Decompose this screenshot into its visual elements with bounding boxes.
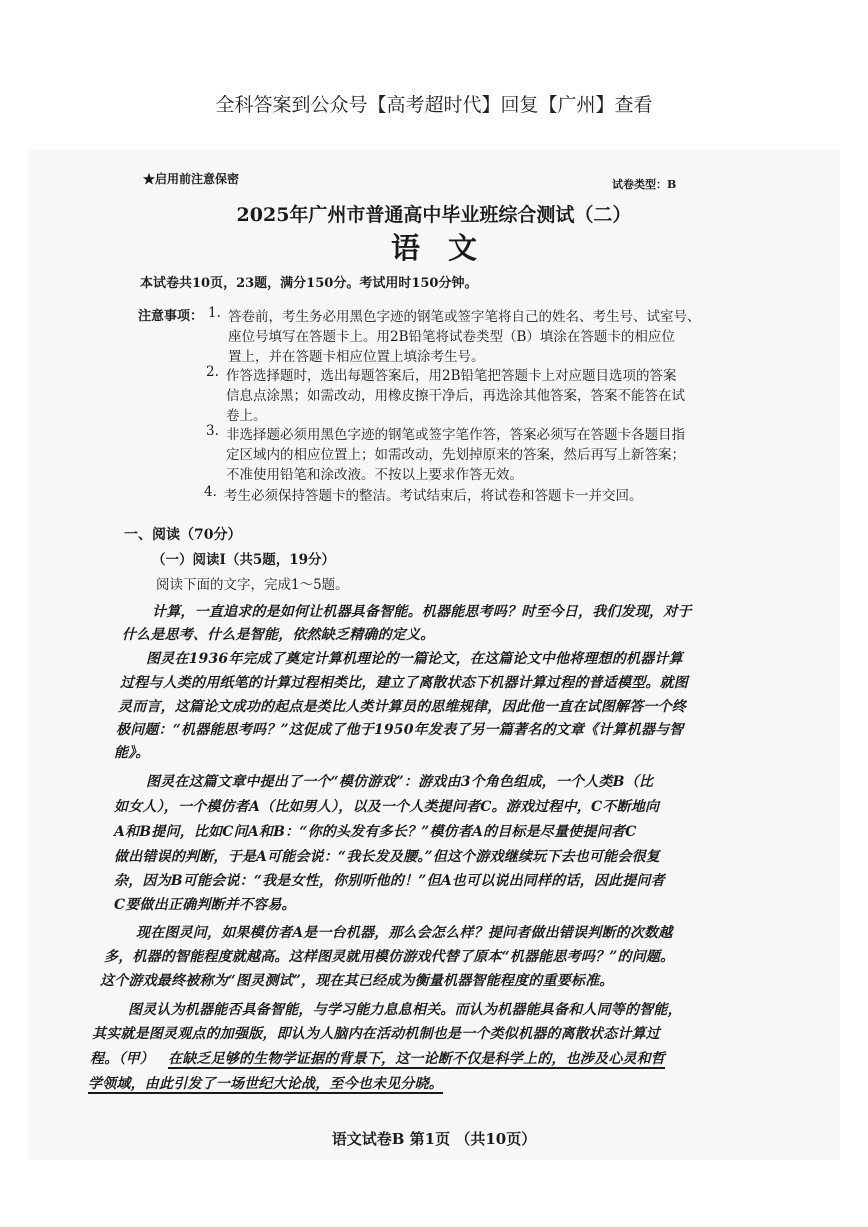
passage-line: 什么是思考、什么是智能，依然缺乏精确的定义。	[122, 627, 435, 643]
confidential-label: ★启用前注意保密	[143, 172, 240, 186]
passage-line: 能》。	[114, 745, 150, 761]
passage-line: C要做出正确判断并不容易。	[114, 897, 296, 913]
note-number: 2.	[206, 364, 219, 380]
passage-line: 图灵在1936年完成了奠定计算机理论的一篇论文，在这篇论文中他将理想的机器计算	[146, 651, 683, 667]
passage-line: 图灵在这篇文章中提出了一个“模仿游戏”：游戏由3个角色组成，一个人类B（比	[146, 774, 654, 790]
note-number: 3.	[206, 423, 219, 439]
paper-type-label: 试卷类型：B	[612, 178, 677, 191]
passage-line: A和B提问，比如C问A和B：“你的头发有多长？”模仿者A的目标是尽量使提问者C	[114, 824, 637, 840]
passage-line: 图灵认为机器能否具备智能，与学习能力息息相关。而认为机器能具备和人同等的智能，	[128, 1002, 682, 1018]
note-line: 考生必须保持答题卡的整洁。考试结束后，将试卷和答题卡一并交回。	[224, 488, 643, 504]
note-number: 1.	[208, 305, 221, 321]
note-line: 作答选择题时，选出每题答案后，用2B铅笔把答题卡上对应题目选项的答案	[226, 368, 677, 384]
note-line: 置上，并在答题卡相应位置上填涂考生号。	[228, 349, 485, 365]
exam-info: 本试卷共10页，23题，满分150分。考试用时150分钟。	[140, 276, 478, 291]
note-line: 非选择题必须用黑色字迹的钢笔或签字笔作答，答案必须写在答题卡各题目指	[226, 427, 685, 443]
passage-line: 做出错误的判断，于是A可能会说：“我长发及腰。”但这个游戏继续玩下去也可能会很复	[114, 849, 660, 865]
passage-line: 灵而言，这篇论文成功的起点是类比人类计算员的思维规律，因此他一直在试图解答一个终	[118, 699, 686, 715]
note-line: 不准使用铅笔和涂改液。不按以上要求作答无效。	[226, 467, 523, 483]
passage-line: 杂，因为B可能会说：“我是女性，你别听他的！”但A也可以说出同样的话，因此提问者	[114, 873, 665, 889]
underlined-sentence: 在缺乏足够的生物学证据的背景下，这一论断不仅是科学上的，也涉及心灵和哲	[168, 1051, 665, 1067]
passage-line: 如女人），一个模仿者A（比如男人），以及一个人类提问者C。游戏过程中，C不断地向	[114, 799, 660, 815]
section-heading: 一、阅读（70分）	[124, 527, 242, 543]
passage-line: 现在图灵问，如果模仿者A是一台机器，那么会怎么样？提问者做出错误判断的次数越	[136, 925, 673, 941]
note-line: 座位号填写在答题卡上。用2B铅笔将试卷类型（B）填涂在答题卡的相应位	[228, 329, 675, 345]
passage-line: 程。（甲）	[90, 1051, 154, 1067]
passage-line: 过程与人类的用纸笔的计算过程相类比，建立了离散状态下机器计算过程的普适模型。就图	[120, 675, 688, 691]
notes-label: 注意事项：	[138, 309, 204, 324]
exam-title: 2025年广州市普通高中毕业班综合测试（二）	[236, 204, 632, 226]
sub-section-heading: （一）阅读Ⅰ（共5题，19分）	[152, 552, 335, 568]
note-line: 卷上。	[226, 408, 267, 424]
note-line: 答卷前，考生务必用黑色字迹的钢笔或签字笔将自己的姓名、考生号、试室号、	[228, 309, 701, 325]
banner-text: 全科答案到公众号【高考超时代】回复【广州】查看	[215, 94, 653, 116]
note-line: 定区域内的相应位置上；如需改动，先划掉原来的答案，然后再写上新答案；	[226, 447, 685, 463]
note-number: 4.	[204, 484, 217, 500]
underlined-sentence: 学领域，由此引发了一场世纪大论战，至今也未见分晓。	[88, 1076, 443, 1092]
passage-line: 其实就是图灵观点的加强版，即认为人脑内在活动机制也是一个类似机器的离散状态计算过	[92, 1026, 660, 1042]
reading-instruction: 阅读下面的文字，完成1～5题。	[156, 577, 349, 593]
passage-line: 这个游戏最终被称为“图灵测试”，现在其已经成为衡量机器智能程度的重要标准。	[100, 973, 614, 989]
subject-title: 语文	[390, 231, 505, 265]
page-footer: 语文试卷B 第1页 （共10页）	[331, 1130, 537, 1148]
passage-line: 计算，一直追求的是如何让机器具备智能。机器能思考吗？时至今日，我们发现，对于	[152, 604, 692, 620]
passage-line: 多，机器的智能程度就越高。这样图灵就用模仿游戏代替了原本“机器能思考吗？”的问题。	[104, 949, 675, 965]
note-line: 信息点涂黑；如需改动，用橡皮擦干净后，再选涂其他答案，答案不能答在试	[226, 388, 685, 404]
passage-line: 极问题：“机器能思考吗？”这促成了他于1950年发表了另一篇著名的文章《计算机器与智	[116, 722, 684, 738]
